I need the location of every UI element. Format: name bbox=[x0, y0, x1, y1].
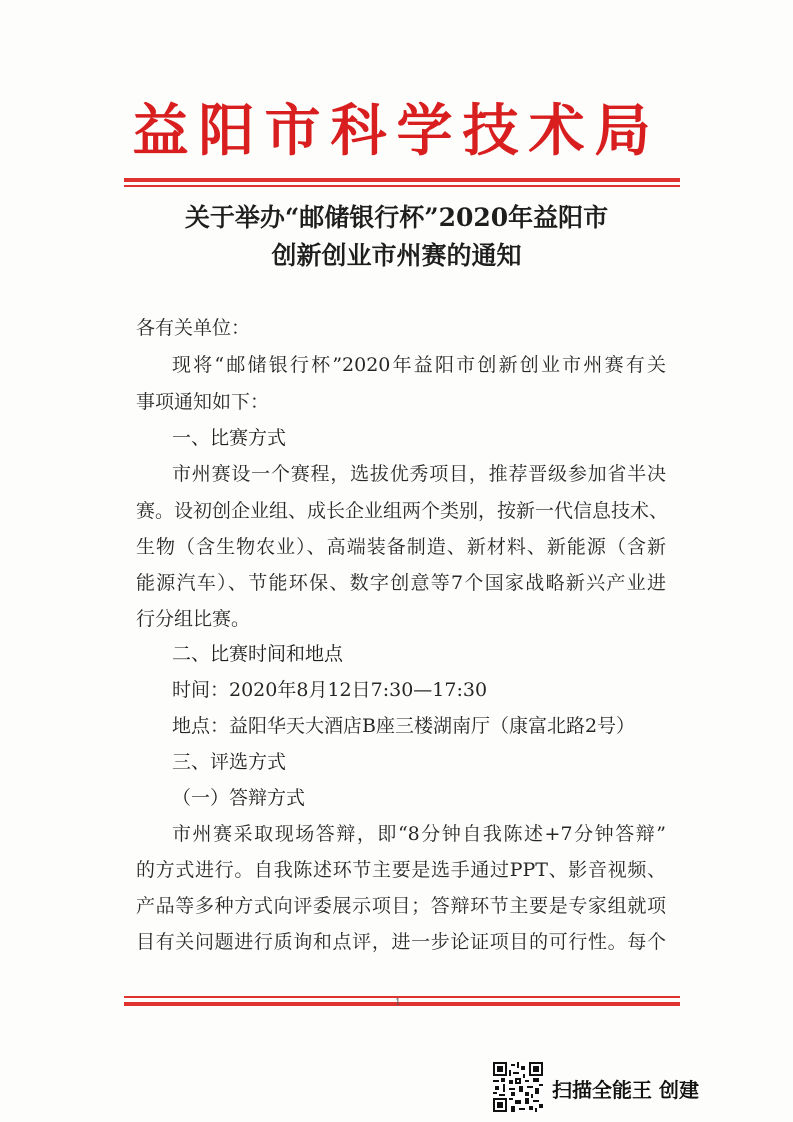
salutation: 各有关单位： bbox=[136, 317, 251, 339]
footer-rule-thin bbox=[124, 996, 680, 998]
section1-line-1: 市州赛设一个赛程，选拔优秀项目，推荐晋级参加省半决 bbox=[172, 463, 666, 485]
section3-line-1: 市州赛采取现场答辩，即“8分钟自我陈述+7分钟答辩” bbox=[172, 823, 666, 845]
section2-heading: 二、比赛时间和地点 bbox=[172, 643, 344, 665]
section3-line-4: 目有关问题进行质询和点评，进一步论证项目的可行性。每个 bbox=[136, 931, 666, 953]
section1-line-4: 能源汽车）、节能环保、数字创意等7个国家战略新兴产业进 bbox=[136, 572, 666, 594]
section3-subheading: （一）答辩方式 bbox=[172, 787, 306, 809]
section2-place: 地点：益阳华天大酒店B座三楼湖南厅（康富北路2号） bbox=[172, 715, 636, 737]
section1-line-3: 生物（含生物农业）、高端装备制造、新材料、新能源（含新 bbox=[136, 536, 666, 558]
document-title-line2: 创新创业市州赛的通知 bbox=[271, 241, 522, 270]
footer-rule-thick bbox=[124, 1002, 680, 1006]
qr-code-icon bbox=[493, 1062, 543, 1112]
section2-time: 时间：2020年8月12日7:30—17:30 bbox=[172, 679, 488, 701]
intro-line-2: 事项通知如下： bbox=[136, 391, 270, 413]
section1-line-5: 行分组比赛。 bbox=[136, 608, 251, 630]
org-header: 益阳市科学技术局 bbox=[132, 98, 661, 164]
header-rule-thin bbox=[124, 185, 680, 187]
document-title-line1: 关于举办“邮储银行杯”2020年益阳市 bbox=[184, 203, 609, 232]
page-number: 1 bbox=[395, 998, 401, 1008]
section3-heading: 三、评选方式 bbox=[172, 751, 287, 773]
intro-line-1: 现将“邮储银行杯”2020年益阳市创新创业市州赛有关 bbox=[172, 354, 666, 376]
section1-line-2: 赛。设初创企业组、成长企业组两个类别，按新一代信息技术、 bbox=[136, 500, 669, 522]
scanner-label: 扫描全能王 创建 bbox=[552, 1078, 699, 1102]
header-rule-thick bbox=[124, 178, 680, 182]
section3-line-3: 产品等多种方式向评委展示项目；答辩环节主要是专家组就项 bbox=[136, 895, 666, 917]
section3-line-2: 的方式进行。自我陈述环节主要是选手通过PPT、影音视频、 bbox=[136, 859, 666, 881]
section1-heading: 一、比赛方式 bbox=[172, 427, 287, 449]
